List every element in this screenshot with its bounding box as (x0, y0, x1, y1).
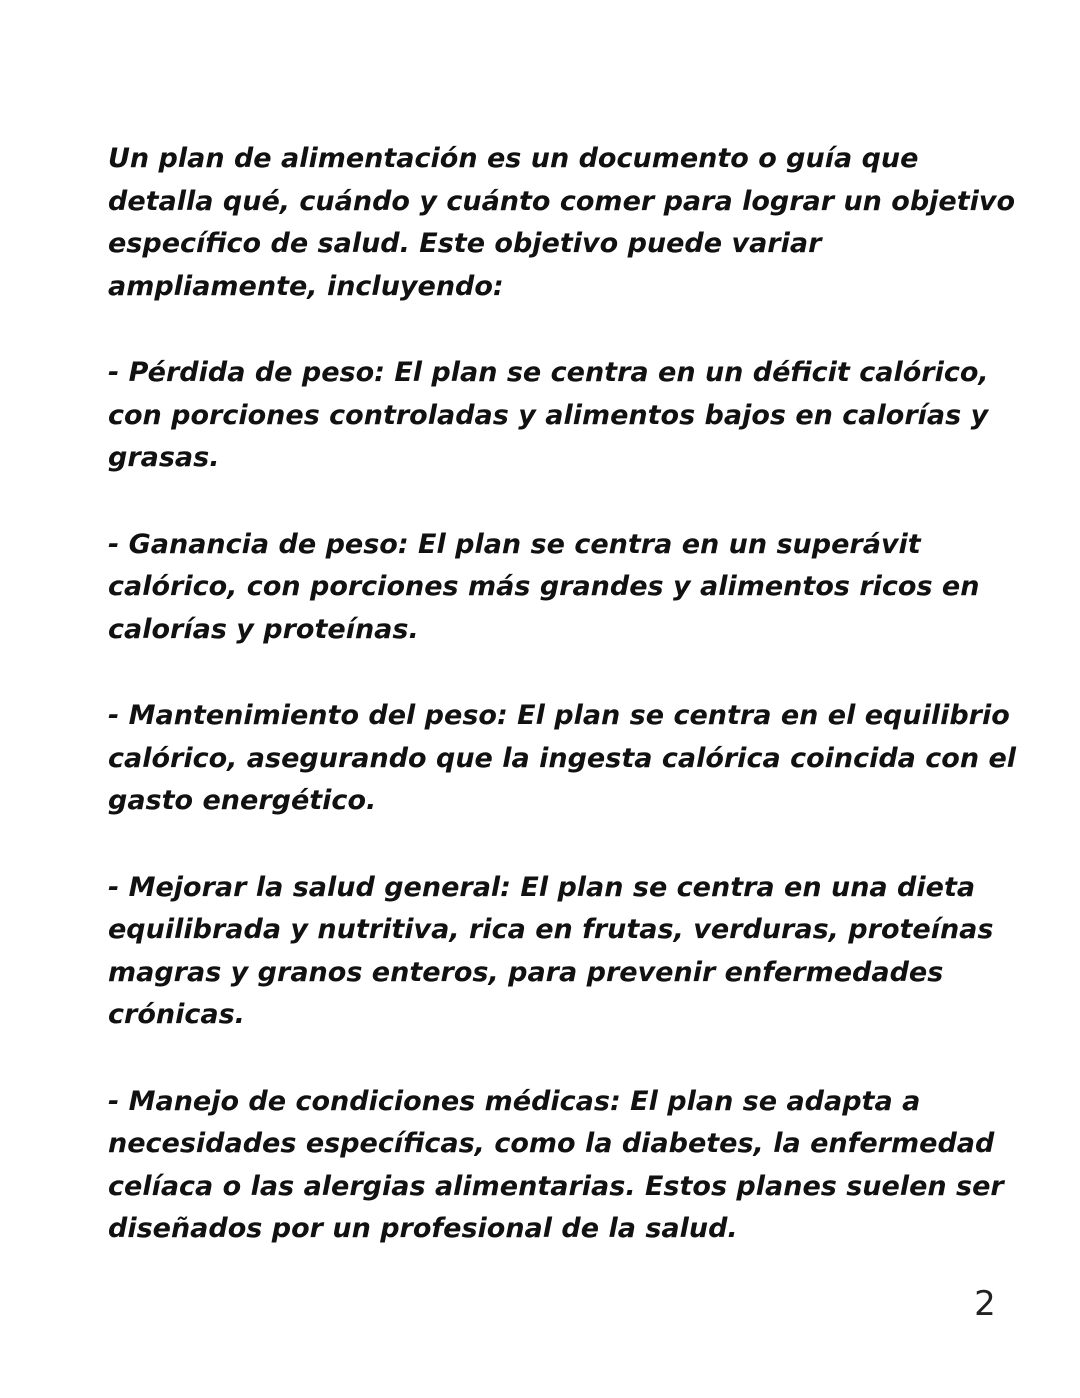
text-line: ampliamente, incluyendo: (108, 270, 504, 302)
text-line: crónicas. (108, 999, 245, 1030)
intro-paragraph (108, 138, 1016, 308)
text-line: diseñados por un profesional de la salud. (108, 1213, 738, 1244)
weight-loss-paragraph (108, 352, 988, 480)
page-number: 2 (974, 1284, 996, 1324)
text-line: Un plan de alimentación es un documento o guía que (108, 143, 919, 174)
text-line: - Manejo de condiciones médicas: El plan se adapta a (108, 1085, 921, 1117)
text-line: calorías y proteínas. (108, 613, 419, 645)
text-line: - Ganancia de peso: El plan se centra en un superávit (108, 528, 921, 560)
text-line: - Mejorar la salud general: El plan se centra en una dieta (108, 871, 976, 903)
text-line: magras y granos enteros, para prevenir enfermedades (108, 956, 944, 988)
text-line: equilibrada y nutritiva, rica en frutas, verduras, proteínas (108, 914, 994, 945)
text-line: - Mantenimiento del peso: El plan se centra en el equilibrio (108, 700, 1010, 731)
general-health-paragraph (108, 867, 994, 1037)
text-line: - Pérdida de peso: El plan se centra en un déficit calórico, (108, 357, 989, 388)
text-line: con porciones controladas y alimentos bajos en calorías y (108, 399, 989, 431)
text-line: detalla qué, cuándo y cuánto comer para lograr un objetivo (108, 185, 1016, 217)
text-line: calórico, asegurando que la ingesta calórica coincida con el (108, 742, 1017, 774)
text-line: gasto energético. (108, 785, 377, 816)
body-text (108, 138, 1017, 1295)
text-line: específico de salud. Este objetivo puede variar (108, 228, 822, 259)
weight-gain-paragraph (108, 524, 988, 652)
text-line: grasas. (108, 442, 220, 473)
medical-conditions-paragraph (108, 1081, 1004, 1251)
text-line: celíaca o las alergias alimentarias. Estos planes suelen ser (108, 1170, 1004, 1202)
text-line: necesidades específicas, como la diabetes, la enfermedad (108, 1128, 995, 1159)
weight-maintenance-paragraph (108, 695, 1017, 823)
text-line: calórico, con porciones más grandes y alimentos ricos en (108, 571, 980, 602)
